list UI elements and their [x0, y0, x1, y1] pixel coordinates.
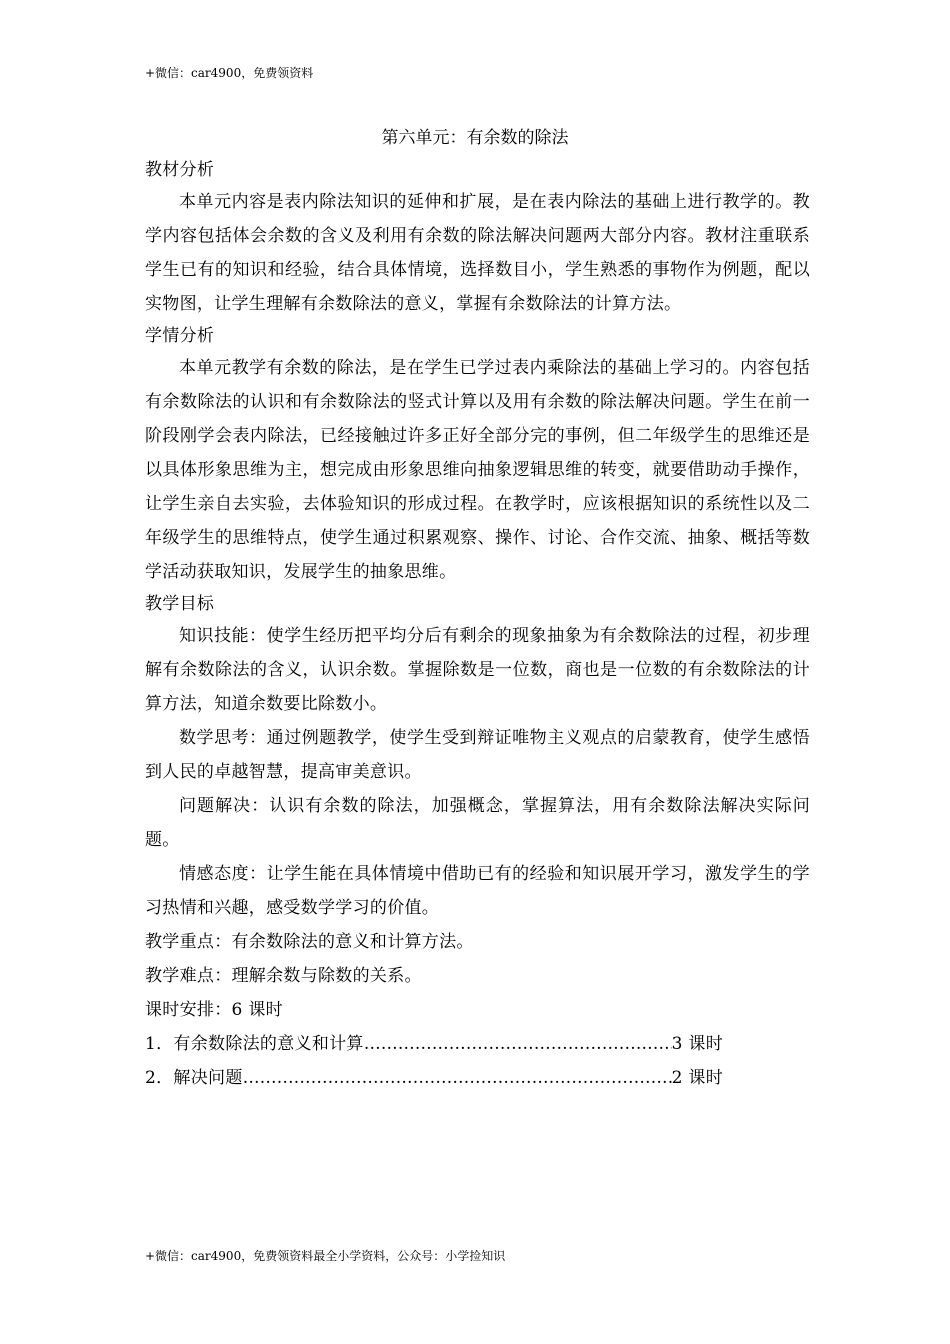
- difficulty-line: 教学难点：理解余数与除数的关系。: [145, 966, 422, 986]
- schedule-item-label: 2．解决问题: [145, 1068, 243, 1088]
- schedule-item: [145, 1061, 723, 1095]
- schedule-item-label: 1．有余数除法的意义和计算: [145, 1034, 364, 1054]
- schedule-heading: 课时安排：6 课时: [145, 1000, 283, 1020]
- section-heading-goals: 教学目标: [145, 594, 215, 614]
- leader-dots: [243, 1061, 672, 1095]
- goal-knowledge-paragraph: 知识技能：使学生经历把平均分后有剩余的现象抽象为有余数除法的过程，初步理解有余数除法的含义，认识余数。掌握除数是一位数，商也是一位数的有余数除法的计算方法，知道余数要比除数小。: [145, 626, 810, 714]
- footer-note: +微信：car4900，免费领资料最全小学资料，公众号：小学捡知识: [145, 1249, 506, 1263]
- header-note: +微信：car4900，免费领资料: [145, 66, 314, 80]
- schedule-item-hours: 2 课时: [671, 1068, 723, 1088]
- page-title: 第六单元：有余数的除法: [381, 128, 569, 148]
- schedule-item: [145, 1027, 723, 1061]
- goal-attitude-paragraph: 情感态度：让学生能在具体情境中借助已有的经验和知识展开学习，激发学生的学习热情和兴趣，感受数学学习的价值。: [145, 864, 810, 918]
- leader-dots: [364, 1027, 672, 1061]
- schedule-item-hours: 3 课时: [671, 1034, 723, 1054]
- section-heading-material: 教材分析: [145, 160, 215, 180]
- document-body: [145, 155, 810, 1095]
- goal-problem-paragraph: 问题解决：认识有余数的除法，加强概念，掌握算法，用有余数除法解决实际问题。: [145, 796, 810, 850]
- learner-paragraph: 本单元教学有余数的除法，是在学生已学过表内乘除法的基础上学习的。内容包括有余数除法的认识和有余数除法的竖式计算以及用有余数的除法解决问题。学生在前一阶段刚学会表内除法，已经接触过许多正好全部分完的事例，但二年级学生的思维还是以具体形象思维为主，想完成由形象思维向抽象逻辑思维的转变，就要借助动手操作，让学生亲自去实验，去体验知识的形成过程。在教学时，应该根据知识的系统性以及二年级学生的思维特点，使学生通过积累观察、操作、讨论、合作交流、抽象、概括等数学活动获取知识，发展学生的抽象思维。: [145, 358, 810, 582]
- key-point-line: 教学重点：有余数除法的意义和计算方法。: [145, 932, 474, 952]
- material-paragraph: 本单元内容是表内除法知识的延伸和扩展，是在表内除法的基础上进行教学的。教学内容包括体会余数的含义及利用有余数的除法解决问题两大部分内容。教材注重联系学生已有的知识和经验，结合具体情境，选择数目小，学生熟悉的事物作为例题，配以实物图，让学生理解有余数除法的意义，掌握有余数除法的计算方法。: [145, 192, 810, 314]
- section-heading-learner: 学情分析: [145, 326, 215, 346]
- goal-thinking-paragraph: 数学思考：通过例题教学，使学生受到辩证唯物主义观点的启蒙教育，使学生感悟到人民的卓越智慧，提高审美意识。: [145, 728, 810, 782]
